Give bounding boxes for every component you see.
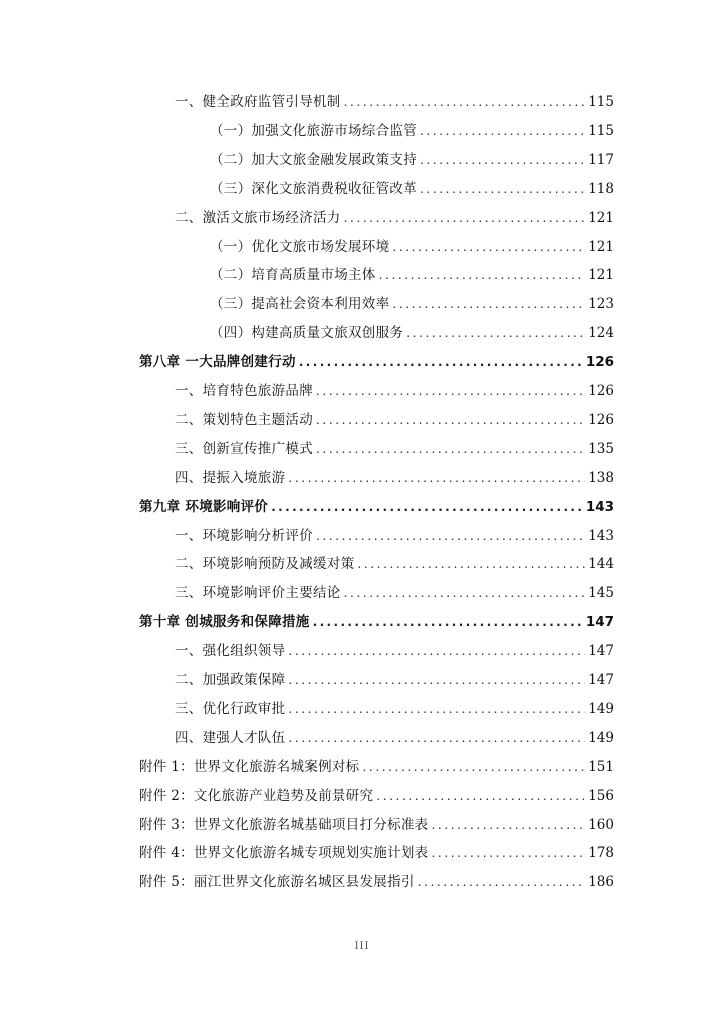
toc-dot-leader [379,266,586,284]
toc-entry-title: 一、环境影响分析评价 [175,527,313,544]
toc-entry-page: 115 [588,122,614,139]
toc-entry-title: 二、环境影响预防及减缓对策 [175,556,355,573]
toc-entry[interactable] [175,527,614,545]
toc-entry-page: 149 [588,700,614,717]
toc-entry[interactable] [210,266,614,284]
toc-entry-page: 147 [585,614,614,631]
toc-entry-title: （二）加大文旅金融发展政策支持 [210,151,417,168]
toc-entry[interactable] [175,382,614,400]
toc-entry-page: 135 [588,440,614,457]
toc-entry[interactable] [175,555,614,573]
toc-entry-page: 186 [588,874,614,891]
toc-dot-leader [316,411,585,429]
toc-entry-title: 四、提振入境旅游 [175,469,286,486]
toc-entry[interactable] [175,642,614,660]
toc-entry-title: 二、策划特色主题活动 [175,411,313,428]
toc-entry[interactable] [139,873,614,891]
toc-entry-title: 一、强化组织领导 [175,643,286,660]
toc-entry-title: 附件 3：世界文化旅游名城基础项目打分标准表 [139,816,429,833]
toc-entry-page: 151 [588,758,614,775]
toc-entry[interactable] [139,816,614,834]
toc-entry-title: （一）加强文化旅游市场综合监管 [210,122,417,139]
toc-dot-leader [431,816,585,834]
toc-entry-page: 156 [588,787,614,804]
toc-dot-leader [288,671,585,689]
toc-entry[interactable] [175,700,614,718]
toc-dot-leader [316,382,585,400]
toc-entry-title: 第九章 环境影响评价 [139,498,269,515]
toc-entry[interactable] [210,151,614,169]
toc-entry-page: 126 [588,411,614,428]
toc-entry-page: 117 [588,151,614,168]
toc-entry-title: 三、环境影响评价主要结论 [175,585,341,602]
toc-entry-title: （二）培育高质量市场主体 [210,267,376,284]
toc-dot-leader [344,93,586,111]
toc-dot-leader [376,787,585,805]
toc-entry[interactable] [210,238,614,256]
toc-entry-page: 121 [588,267,614,284]
toc-entry-title: 第八章 一大品牌创建行动 [139,354,296,371]
toc-chapter-entry[interactable] [139,498,614,516]
toc-dot-leader [288,469,585,487]
toc-entry[interactable] [210,295,614,313]
toc-dot-leader [316,440,585,458]
toc-entry-title: 附件 2：文化旅游产业趋势及前景研究 [139,787,374,804]
toc-entry-page: 147 [588,643,614,660]
toc-dot-leader [392,295,585,313]
toc-entry[interactable] [139,787,614,805]
toc-dot-leader [344,209,586,227]
toc-chapter-entry[interactable] [139,613,614,631]
toc-dot-leader [288,642,585,660]
toc-entry-title: 第十章 创城服务和保障措施 [139,614,310,631]
toc-entry-title: 三、创新宣传推广模式 [175,440,313,457]
toc-entry-page: 124 [588,325,614,342]
toc-entry[interactable] [175,209,614,227]
toc-entry[interactable] [139,844,614,862]
toc-entry[interactable] [175,584,614,602]
toc-entry-page: 121 [588,238,614,255]
toc-dot-leader [313,613,583,631]
toc-entry-page: 160 [588,816,614,833]
toc-entry-title: 四、建强人才队伍 [175,729,286,746]
toc-entry-title: 一、培育特色旅游品牌 [175,383,313,399]
toc-entry-title: （三）深化文旅消费税收征管改革 [210,180,417,197]
toc-dot-leader [418,873,586,891]
toc-entry-page: 149 [588,729,614,746]
toc-entry-title: 附件 1：世界文化旅游名城案例对标 [139,758,360,775]
toc-entry-page: 147 [588,672,614,688]
toc-dot-leader [420,180,585,198]
toc-entry-title: （一）优化文旅市场发展环境 [210,238,390,255]
toc-entry[interactable] [175,469,614,487]
toc-entry[interactable] [139,758,614,776]
toc-dot-leader [357,555,585,573]
toc-entry-page: 115 [588,94,614,110]
toc-entry-page: 145 [588,585,614,602]
toc-entry-page: 121 [588,209,614,226]
toc-entry-page: 138 [588,469,614,486]
toc-entry-page: 143 [585,498,614,515]
toc-dot-leader [316,527,585,545]
toc-entry-title: （三）提高社会资本利用效率 [210,296,390,313]
toc-entry-page: 143 [588,527,614,544]
toc-dot-leader [420,151,585,169]
toc-entry[interactable] [175,440,614,458]
toc-dot-leader [288,729,585,747]
toc-entry[interactable] [210,324,614,342]
toc-entry[interactable] [210,180,614,198]
toc-entry-page: 144 [588,556,614,573]
toc-entry-page: 118 [588,180,614,197]
toc-dot-leader [299,353,583,371]
toc-dot-leader [288,700,585,718]
toc-chapter-entry[interactable] [139,353,614,371]
toc-entry-title: 一、健全政府监管引导机制 [175,94,341,110]
toc-entry[interactable] [210,122,614,140]
toc-dot-leader [362,758,585,776]
toc-entry-page: 178 [588,845,614,862]
page-number: III [354,941,370,952]
toc-dot-leader [420,122,585,140]
toc-entry-page: 123 [588,296,614,313]
toc-entry[interactable] [175,729,614,747]
toc-entry-page: 126 [588,383,614,399]
toc-entry[interactable] [175,93,614,111]
toc-dot-leader [344,584,586,602]
toc-entry-title: （四）构建高质量文旅双创服务 [210,325,404,342]
toc-dot-leader [406,324,585,342]
toc-entry-page: 126 [585,354,614,371]
toc-dot-leader [431,844,585,862]
toc-dot-leader [271,498,583,516]
toc-entry[interactable] [175,411,614,429]
toc-entry-title: 附件 5：丽江世界文化旅游名城区县发展指引 [139,874,415,891]
toc-entry-title: 附件 4：世界文化旅游名城专项规划实施计划表 [139,845,429,862]
toc-dot-leader [392,238,585,256]
toc-entry-title: 二、加强政策保障 [175,672,286,688]
toc-entry-title: 三、优化行政审批 [175,700,286,717]
toc-entry-title: 二、激活文旅市场经济活力 [175,209,341,226]
toc-entry[interactable] [175,671,614,689]
